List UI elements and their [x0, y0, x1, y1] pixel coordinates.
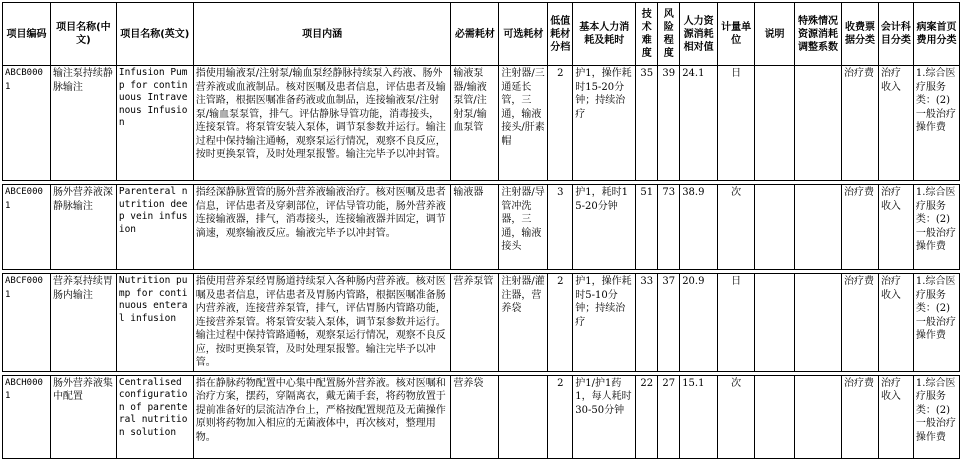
cell-name-en: Centralised configuration of parenteral nutrition solution [116, 375, 193, 458]
pricing-table [2, 2, 960, 459]
cell-case: 1.综合医疗服务类：(2)一般治疗操作费 [913, 185, 959, 270]
table-row [3, 274, 960, 372]
cell-tier: 3 [548, 185, 573, 270]
cell-bill: 治疗费 [841, 185, 878, 270]
cell-account: 治疗收入 [878, 185, 913, 270]
header-coef: 特殊情况资源消耗调整系数 [795, 3, 842, 66]
cell-labor: 护1，操作耗时15-20分钟；持续治疗 [573, 66, 636, 181]
cell-optional: 注射器/导管冲洗器，三通，输液接头 [499, 185, 548, 270]
cell-hr-value: 15.1 [680, 375, 718, 458]
cell-required: 营养泵管 [451, 274, 499, 372]
header-case: 病案首页费用分类 [913, 3, 959, 66]
header-note: 说明 [755, 3, 795, 66]
cell-content: 指在静脉药物配置中心集中配置肠外营养液。核对医嘱和治疗方案，摆药，穿隔离衣，戴无菌手套，将药物放置于提前准备好的层流洁净台上，严格按配置规范及无菌操作原则将药物加入相应的无菌液体中，再次核对，整理用物。 [193, 375, 451, 458]
cell-optional: 注射器/三通延长管，三通，输液接头/肝素帽 [499, 66, 548, 181]
cell-name-cn: 肠外营养液深静脉输注 [50, 185, 116, 270]
header-tier: 低值耗材分档 [548, 3, 573, 66]
cell-content: 指经深静脉置管的肠外营养液输液治疗。核对医嘱及患者信息，评估患者及穿刺部位，评估导管功能，肠外营养液连接输液器，排气，消毒接头，连接输液器并固定，调节滴速，观察输液反应。输液完毕予以冲封管。 [193, 185, 451, 270]
header-code: 项目编码 [3, 3, 51, 66]
cell-difficulty: 22 [636, 375, 658, 458]
header-bill: 收费票据分类 [841, 3, 878, 66]
cell-case: 1.综合医疗服务类：(2)一般治疗操作费 [913, 375, 959, 458]
cell-code: ABCF0001 [3, 274, 51, 372]
cell-required: 输液器 [451, 185, 499, 270]
cell-hr-value: 20.9 [680, 274, 718, 372]
cell-risk: 27 [658, 375, 680, 458]
header-name-en: 项目名称(英文) [116, 3, 193, 66]
cell-case: 1.综合医疗服务类：(2)一般治疗操作费 [913, 66, 959, 181]
cell-name-en: Nutrition pump for continuous enteral infusion [116, 274, 193, 372]
cell-optional [499, 375, 548, 458]
cell-labor: 护1，操作耗时5-10分钟；持续治疗 [573, 274, 636, 372]
header-name-cn: 项目名称(中文) [50, 3, 116, 66]
cell-bill: 治疗费 [841, 66, 878, 181]
cell-account: 治疗收入 [878, 66, 913, 181]
cell-code: ABCB0001 [3, 66, 51, 181]
cell-name-en: Parenteral nutrition deep vein infusion [116, 185, 193, 270]
cell-note [755, 66, 795, 181]
cell-required: 营养袋 [451, 375, 499, 458]
header-difficulty: 技术难度 [636, 3, 658, 66]
table-row [3, 185, 960, 270]
cell-bill: 治疗费 [841, 375, 878, 458]
header-row [3, 3, 960, 66]
table-row [3, 375, 960, 458]
header-account: 会计科目分类 [878, 3, 913, 66]
header-content: 项目内涵 [193, 3, 451, 66]
cell-difficulty: 33 [636, 274, 658, 372]
cell-hr-value: 24.1 [680, 66, 718, 181]
cell-note [755, 375, 795, 458]
cell-difficulty: 35 [636, 66, 658, 181]
header-hr-value: 人力资源消耗相对值 [680, 3, 718, 66]
cell-name-cn: 营养泵持续胃肠内输注 [50, 274, 116, 372]
cell-coef [795, 66, 842, 181]
cell-content: 指使用输液泵/注射泵/输血泵经静脉持续泵入药液、肠外营养液或血液制品。核对医嘱及患者信息，评估患者及输注管路，根据医嘱准备药液或血制品，连接输液泵/注射泵/输血泵泵管，排气。评估静脉导管功能，消毒接头，连接泵管。将泵管安装入泵体，调节泵参数并运行。输注过程中保持输注通畅，观察泵运行情况，观察不良反应，按时更换泵管，及时处理泵报警。输注完毕予以冲封管。 [193, 66, 451, 181]
cell-coef [795, 185, 842, 270]
cell-coef [795, 274, 842, 372]
cell-required: 输液泵器/输液泵管/注射泵/输血泵管 [451, 66, 499, 181]
cell-note [755, 185, 795, 270]
table-row [3, 66, 960, 181]
cell-content: 指使用营养泵经胃肠道持续泵入各种肠内营养液。核对医嘱及患者信息，评估患者及胃肠内管路，根据医嘱准备肠内营养液，连接营养泵管，排气，评估胃肠内管路功能，连接营养泵管。将泵管安装入泵体，调节泵参数并运行。输注过程中保持管路通畅，观察泵运行情况，观察不良反应，按时更换泵管，及时处理泵报警。输注完毕予以冲管。 [193, 274, 451, 372]
cell-note [755, 274, 795, 372]
cell-hr-value: 38.9 [680, 185, 718, 270]
header-unit: 计量单位 [718, 3, 755, 66]
cell-case: 1.综合医疗服务类：(2)一般治疗操作费 [913, 274, 959, 372]
cell-unit: 日 [718, 274, 755, 372]
cell-unit: 次 [718, 375, 755, 458]
cell-name-cn: 输注泵持续静脉输注 [50, 66, 116, 181]
header-labor: 基本人力消耗及耗时 [573, 3, 636, 66]
cell-account: 治疗收入 [878, 375, 913, 458]
cell-name-en: Infusion Pump for continuous Intravenous Infusion [116, 66, 193, 181]
cell-tier: 2 [548, 375, 573, 458]
cell-optional: 注射器/灌注器，营养袋 [499, 274, 548, 372]
cell-unit: 次 [718, 185, 755, 270]
cell-coef [795, 375, 842, 458]
cell-bill: 治疗费 [841, 274, 878, 372]
header-optional: 可选耗材 [499, 3, 548, 66]
cell-account: 治疗收入 [878, 274, 913, 372]
cell-tier: 2 [548, 66, 573, 181]
cell-risk: 73 [658, 185, 680, 270]
header-required: 必需耗材 [451, 3, 499, 66]
cell-labor: 护1，耗时15-20分钟 [573, 185, 636, 270]
cell-code: ABCH0001 [3, 375, 51, 458]
cell-difficulty: 51 [636, 185, 658, 270]
cell-name-cn: 肠外营养液集中配置 [50, 375, 116, 458]
header-risk: 风险程度 [658, 3, 680, 66]
cell-risk: 37 [658, 274, 680, 372]
cell-unit: 日 [718, 66, 755, 181]
cell-tier: 2 [548, 274, 573, 372]
cell-risk: 39 [658, 66, 680, 181]
cell-labor: 护1/护1药1，每人耗时30-50分钟 [573, 375, 636, 458]
cell-code: ABCE0001 [3, 185, 51, 270]
